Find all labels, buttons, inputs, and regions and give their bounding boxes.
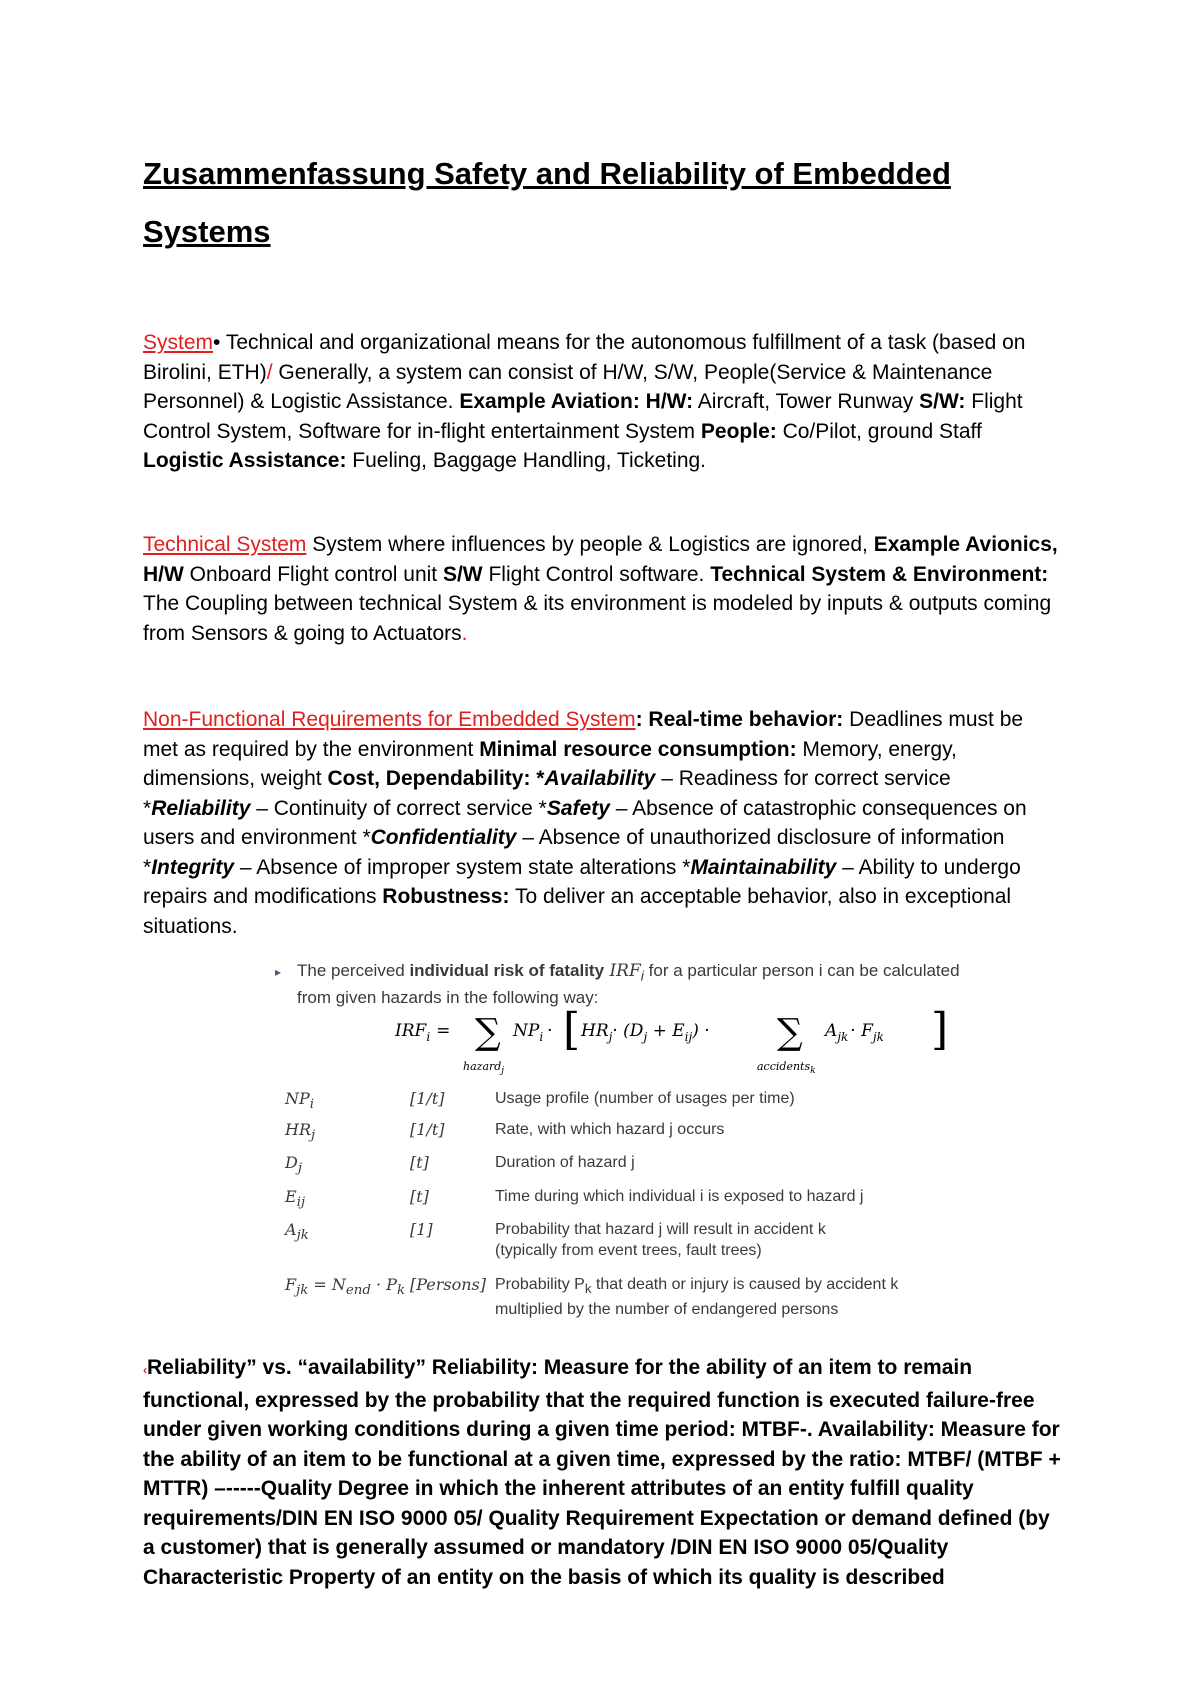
- red-dot: .: [461, 621, 468, 645]
- row-symbol: $NP_i$: [285, 1089, 315, 1113]
- bold-italic-text: Integrity: [151, 855, 235, 879]
- risk-formula: [395, 1004, 955, 1076]
- bold-text: Logistic Assistance:: [143, 449, 347, 472]
- bold-text: Example Avionics, H/W: [143, 533, 1058, 586]
- text: Aircraft, Tower Runway: [693, 390, 920, 413]
- bullet-icon: ▸: [275, 965, 282, 979]
- bold-text: Example Aviation: H/W:: [459, 390, 694, 413]
- row-symbol: $HR_j$: [285, 1120, 316, 1144]
- text: Deadlines must be met as required by the environment: [143, 708, 1024, 761]
- text: – Continuity of correct service *: [250, 796, 547, 820]
- text: for a particular person i can be calculated from given hazards in the following way:: [297, 961, 960, 1008]
- row-symbol: $D_j$: [285, 1153, 302, 1177]
- red-slash: /: [266, 360, 273, 384]
- bold-italic-text: Availability: [544, 767, 656, 790]
- bold-italic-text: Confidentiality: [370, 826, 517, 849]
- paragraph-reliability-availability: [143, 1353, 1063, 1592]
- bold-text: :: [635, 708, 643, 731]
- title-line-2: Systems: [143, 214, 271, 249]
- sum-1-index: hazard$_j$: [463, 1060, 505, 1076]
- text: Memory, energy, dimensions, weight: [143, 737, 957, 790]
- row-unit: [t]: [410, 1187, 429, 1206]
- text: – Absence of unauthorized disclosure of information *: [143, 826, 1005, 879]
- bold-text: S/W: [442, 562, 483, 586]
- text: System where influences by people & Logistics are ignored,: [306, 533, 874, 556]
- math-symbol: IRF: [604, 961, 641, 981]
- formula-right: $A_{jk} \cdot F_{jk}$: [825, 1021, 884, 1044]
- row-symbol: $F_{jk} = N_{end} \cdot P_k$: [285, 1275, 406, 1299]
- row-unit: [t]: [410, 1153, 429, 1172]
- term-non-functional-requirements: Non-Functional Requirements for Embedded System: [143, 708, 636, 731]
- row-unit: [1]: [410, 1220, 433, 1239]
- page-title: [143, 145, 1043, 261]
- bold-text: S/W:: [919, 390, 966, 413]
- term-technical-system: Technical System: [143, 533, 307, 556]
- figure-intro-text: [297, 960, 977, 1008]
- text: • Technical and organizational means for the autonomous fulfillment of a task (based on Birolini, ETH): [143, 331, 1026, 384]
- text: – Ability to undergo repairs and modifications: [143, 855, 1021, 908]
- text: Flight Control software.: [482, 562, 711, 586]
- row-description: Probability $P_k$ that death or injury is caused by accident k multiplied by the number of endangered persons: [495, 1276, 899, 1319]
- paragraph-non-functional-requirements: [143, 705, 1063, 941]
- text: – Absence of catastrophic consequences on users and environment *: [143, 796, 1027, 849]
- bold-text: Robustness:: [382, 885, 510, 908]
- row-unit: [Persons]: [410, 1275, 487, 1294]
- left-bracket-icon: [: [563, 1004, 581, 1055]
- bold-italic-text: Reliability: [151, 796, 251, 820]
- row-symbol: $A_{jk}$: [285, 1220, 309, 1244]
- row-unit: [1/t]: [410, 1120, 445, 1139]
- formula-middle: $HR_j\cdot (D_j + E_{ij})$ ·: [581, 1021, 710, 1044]
- text: – Readiness for correct service *: [143, 767, 951, 820]
- text: Fueling, Baggage Handling, Ticketing.: [346, 449, 707, 472]
- summation-icon: ∑: [777, 1012, 803, 1053]
- paragraph-technical-system: [143, 530, 1063, 648]
- text: The perceived: [297, 961, 410, 980]
- text: Onboard Flight control unit: [183, 562, 443, 586]
- row-unit: [1/t]: [410, 1089, 445, 1108]
- sum-2-index: accidents$_k$: [757, 1060, 816, 1076]
- paragraph-system: [143, 328, 1063, 476]
- bold-text: Minimal resource consumption:: [479, 737, 797, 761]
- bold-italic-text: Maintainability: [690, 855, 837, 879]
- row-description: Usage profile (number of usages per time): [495, 1090, 795, 1107]
- red-mark: ‹: [143, 1363, 147, 1377]
- row-description: Probability that hazard j will result in accident k (typically from event trees, fault trees): [495, 1221, 826, 1259]
- bold-text: Technical System & Environment:: [710, 562, 1049, 586]
- right-bracket-icon: ]: [931, 1004, 949, 1055]
- bold-text: People:: [700, 419, 777, 443]
- bold-text: individual risk of fatality: [409, 961, 605, 980]
- math-subscript: i: [640, 968, 644, 985]
- text: To deliver an acceptable behavior, also in exceptional situations.: [143, 885, 1012, 938]
- row-description: Rate, with which hazard j occurs: [495, 1121, 725, 1138]
- text: Co/Pilot, ground Staff: [776, 419, 982, 443]
- text: Flight Control System, Software for in-flight entertainment System: [143, 390, 1023, 443]
- bold-text: Real-time behavior:: [642, 708, 844, 731]
- formula-lhs: $IRF_i$ =: [395, 1021, 451, 1044]
- text: Generally, a system can consist of H/W, S/W, People(Service & Maintenance Personnel) & Logistic Assistance.: [143, 360, 993, 413]
- row-description: Time during which individual i is exposed to hazard j: [495, 1188, 864, 1205]
- text: Reliability” vs. “availability” Reliability: Measure for the ability of an item to remain functional, expressed by the probability that the required function is executed failure-free under given working conditions during a given time period: MTBF-. Availability: Measure for the ability of an item to be functional at a given time, expressed by the ratio: MTBF/ (MTBF + MTTR) –-----Quality Degree in which the inherent attributes of an entity fulfill quality requirements/DIN EN ISO 9000 05/ Quality Requirement Expectation or demand defined (by a customer) that is generally assumed or mandatory /DIN EN ISO 9000 05/Quality Characteristic Property of an entity on the basis of which its quality is described: [143, 1356, 1061, 1589]
- formula-np: $NP_i$ ·: [513, 1021, 553, 1044]
- risk-formula-figure: [275, 960, 975, 1325]
- bold-text: Cost, Dependability: *: [327, 767, 545, 790]
- row-description: Duration of hazard j: [495, 1154, 635, 1171]
- row-symbol: $E_{ij}$: [285, 1187, 306, 1211]
- text: – Absence of improper system state alterations *: [234, 855, 691, 879]
- bold-italic-text: Safety: [546, 796, 610, 820]
- text: The Coupling between technical System & its environment is modeled by inputs & outputs coming from Sensors & going to Actuators: [143, 592, 1052, 645]
- term-system: System: [143, 331, 214, 354]
- title-line-1: Zusammenfassung Safety and Reliability of Embedded: [143, 156, 951, 191]
- summation-icon: ∑: [475, 1012, 501, 1053]
